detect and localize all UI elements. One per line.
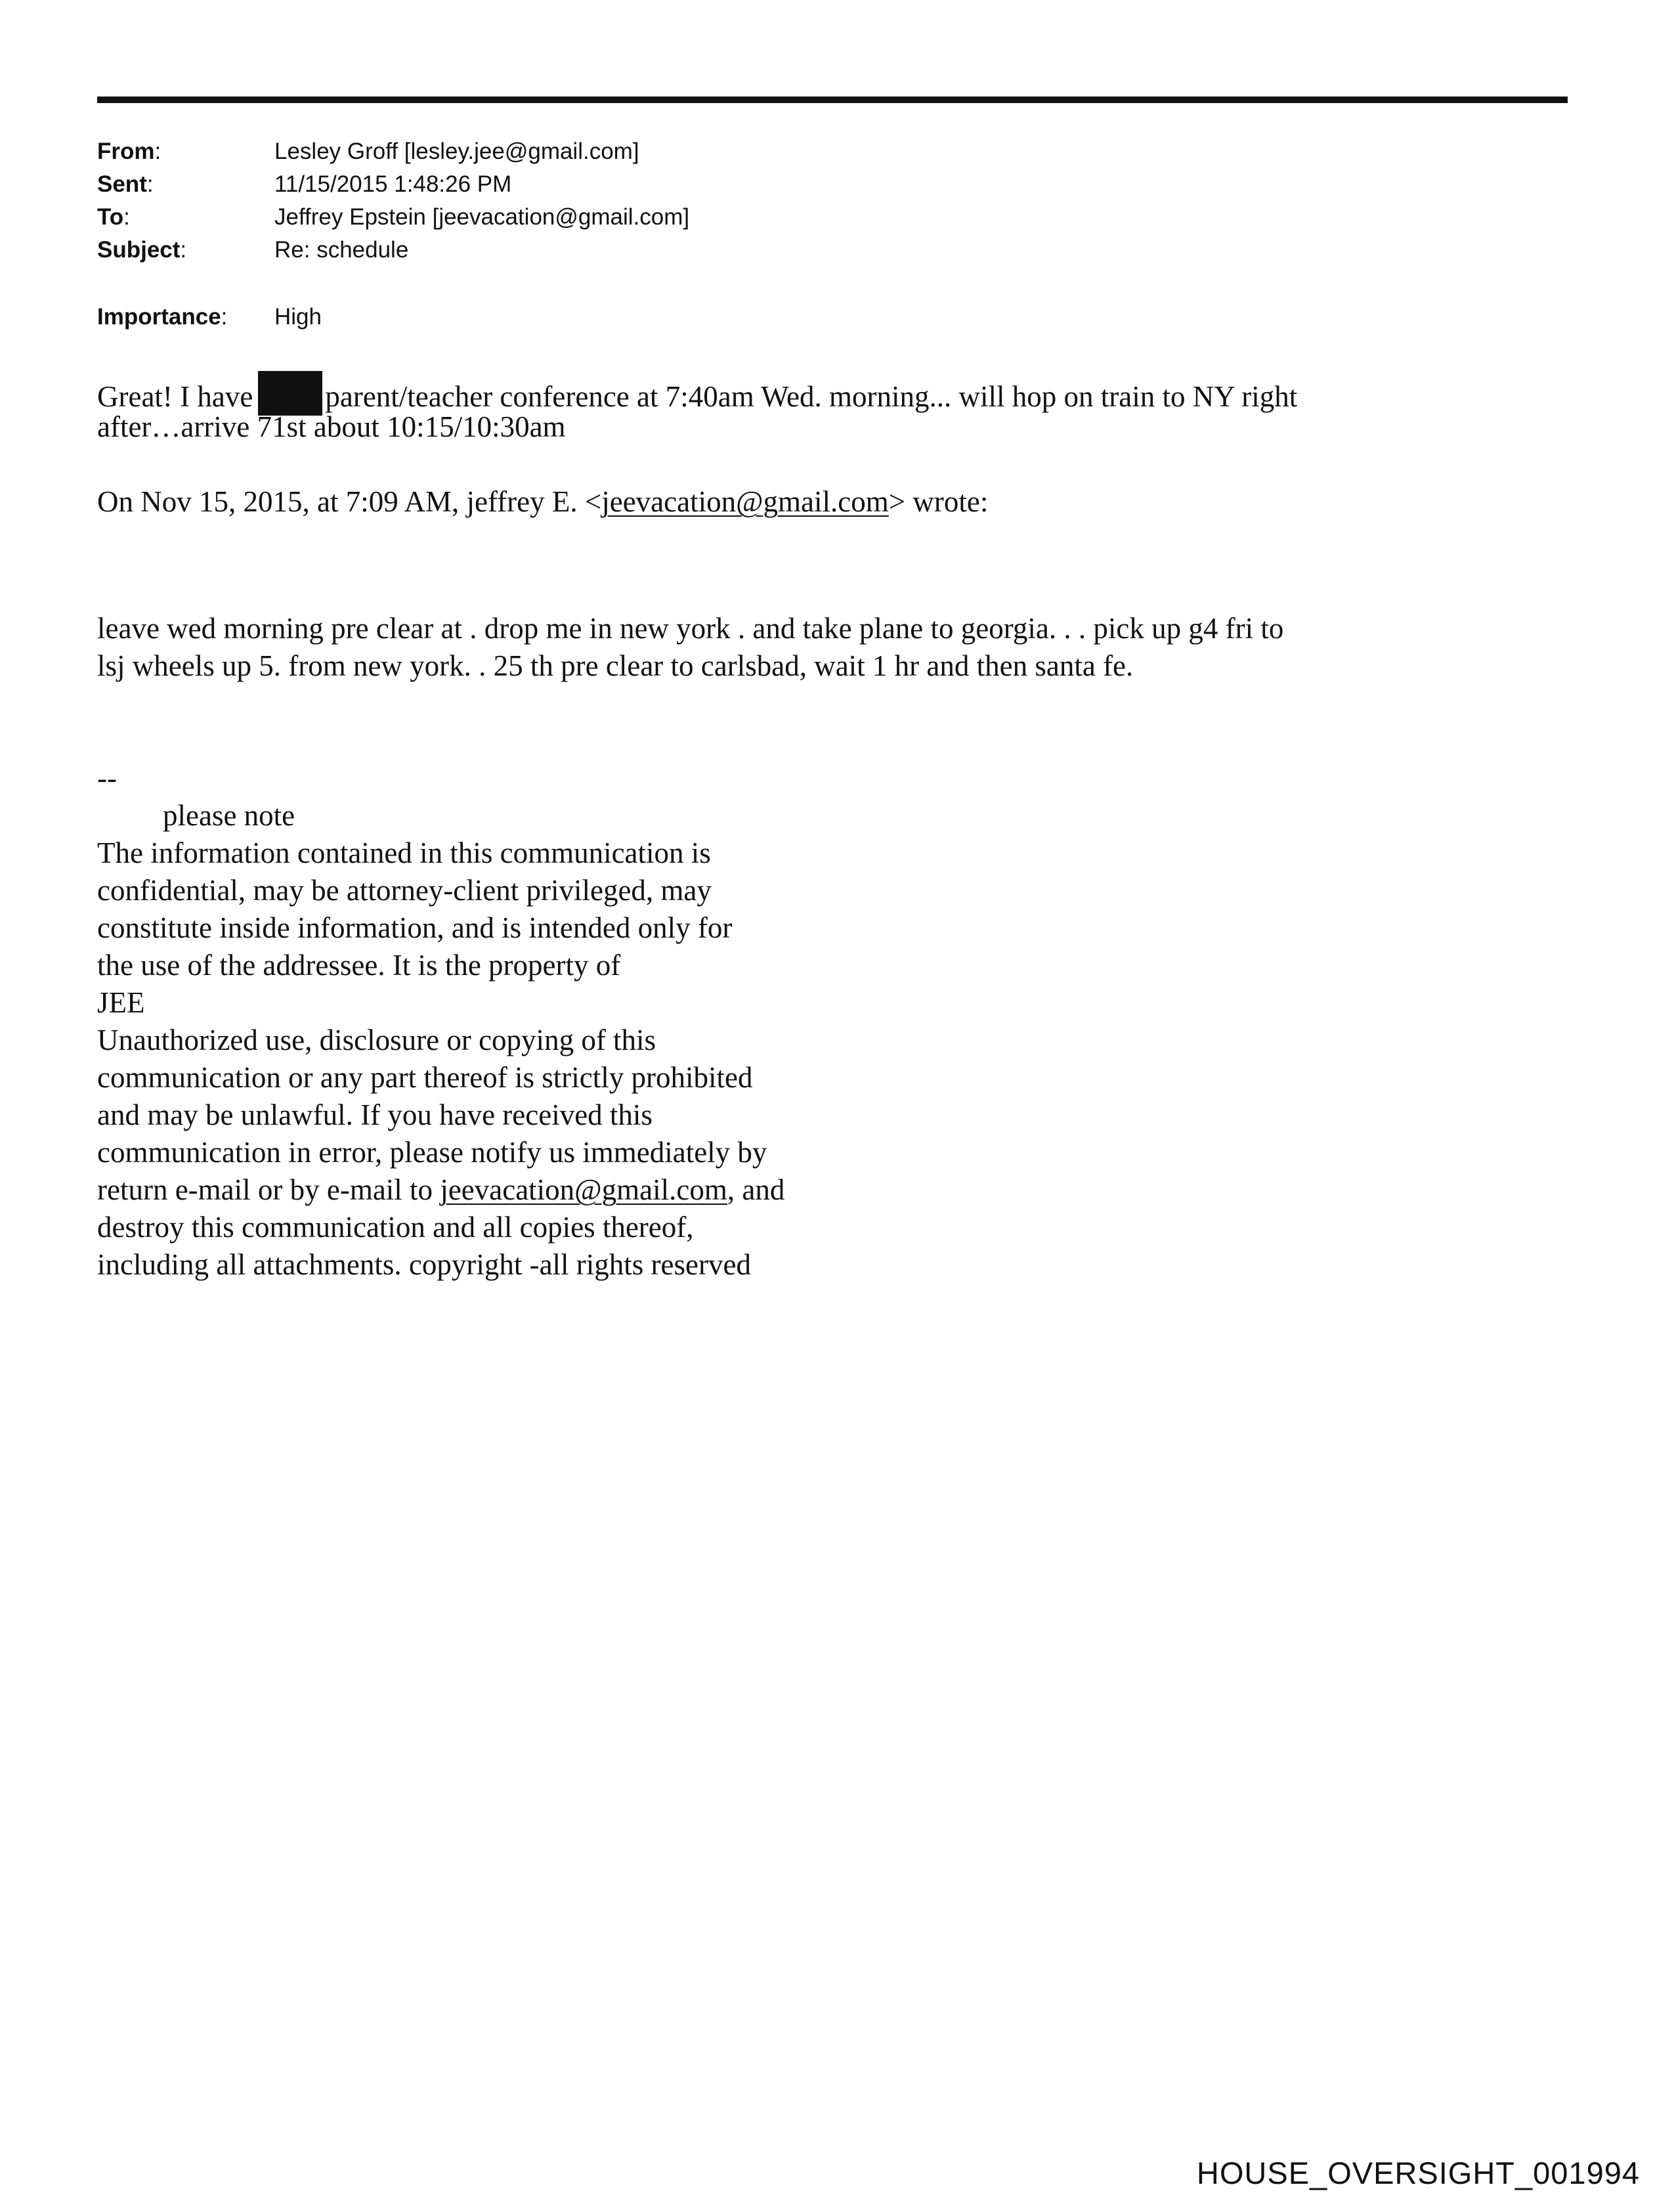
importance-value: High [274, 304, 322, 330]
signature-separator: -- [97, 762, 117, 794]
from-label: From: [97, 139, 161, 164]
subject-value: Re: schedule [274, 237, 409, 263]
disclaimer-line: communication in error, please notify us immediately by [97, 1136, 767, 1169]
signature-note: please note [163, 799, 295, 832]
sent-label: Sent: [97, 171, 154, 197]
reply-line-2: after…arrive 71st about 10:15/10:30am [97, 410, 566, 443]
reply-text-after-redaction: parent/teacher conference at 7:40am Wed. morning... will hop on train to NY right [325, 380, 1298, 413]
disclaimer-line: The information contained in this communication is [97, 836, 711, 869]
document-id-stamp: HOUSE_OVERSIGHT_001994 [1196, 2156, 1640, 2190]
disclaimer-return-line: return e-mail or by e-mail to jeevacation@gmail.com, and [97, 1173, 785, 1206]
disclaimer-line: Unauthorized use, disclosure or copying of this [97, 1024, 656, 1056]
disclaimer-line: confidential, may be attorney-client privileged, may [97, 874, 712, 907]
sent-value: 11/15/2015 1:48:26 PM [274, 171, 512, 197]
reply-text-before-redaction: Great! I have [97, 380, 253, 413]
disclaimer-line: JEE [97, 986, 145, 1019]
disclaimer-line: communication or any part thereof is strictly prohibited [97, 1061, 753, 1094]
disclaimer-line: constitute inside information, and is intended only for [97, 911, 733, 944]
to-label: To: [97, 204, 130, 230]
importance-label: Importance: [97, 304, 228, 330]
from-value: Lesley Groff [lesley.jee@gmail.com] [274, 139, 639, 164]
subject-label: Subject: [97, 237, 187, 263]
disclaimer-line: including all attachments. copyright -all rights reserved [97, 1248, 751, 1281]
attribution-email-link[interactable]: jeevacation@gmail.com [601, 485, 889, 518]
header-rule [97, 97, 1568, 103]
original-line-1: leave wed morning pre clear at . drop me in new york . and take plane to georgia. . . pick up g4 fri to [97, 612, 1284, 645]
disclaimer-line: and may be unlawful. If you have received this [97, 1098, 653, 1131]
disclaimer-email-link[interactable]: jeevacation@gmail.com [440, 1173, 727, 1206]
disclaimer-line: the use of the addressee. It is the property of [97, 949, 621, 982]
original-line-2: lsj wheels up 5. from new york. . 25 th pre clear to carlsbad, wait 1 hr and then santa fe. [97, 649, 1134, 682]
to-value: Jeffrey Epstein [jeevacation@gmail.com] [274, 204, 690, 230]
quote-attribution: On Nov 15, 2015, at 7:09 AM, jeffrey E. <jeevacation@gmail.com> wrote: [97, 485, 989, 518]
disclaimer-line: destroy this communication and all copies thereof, [97, 1211, 694, 1244]
